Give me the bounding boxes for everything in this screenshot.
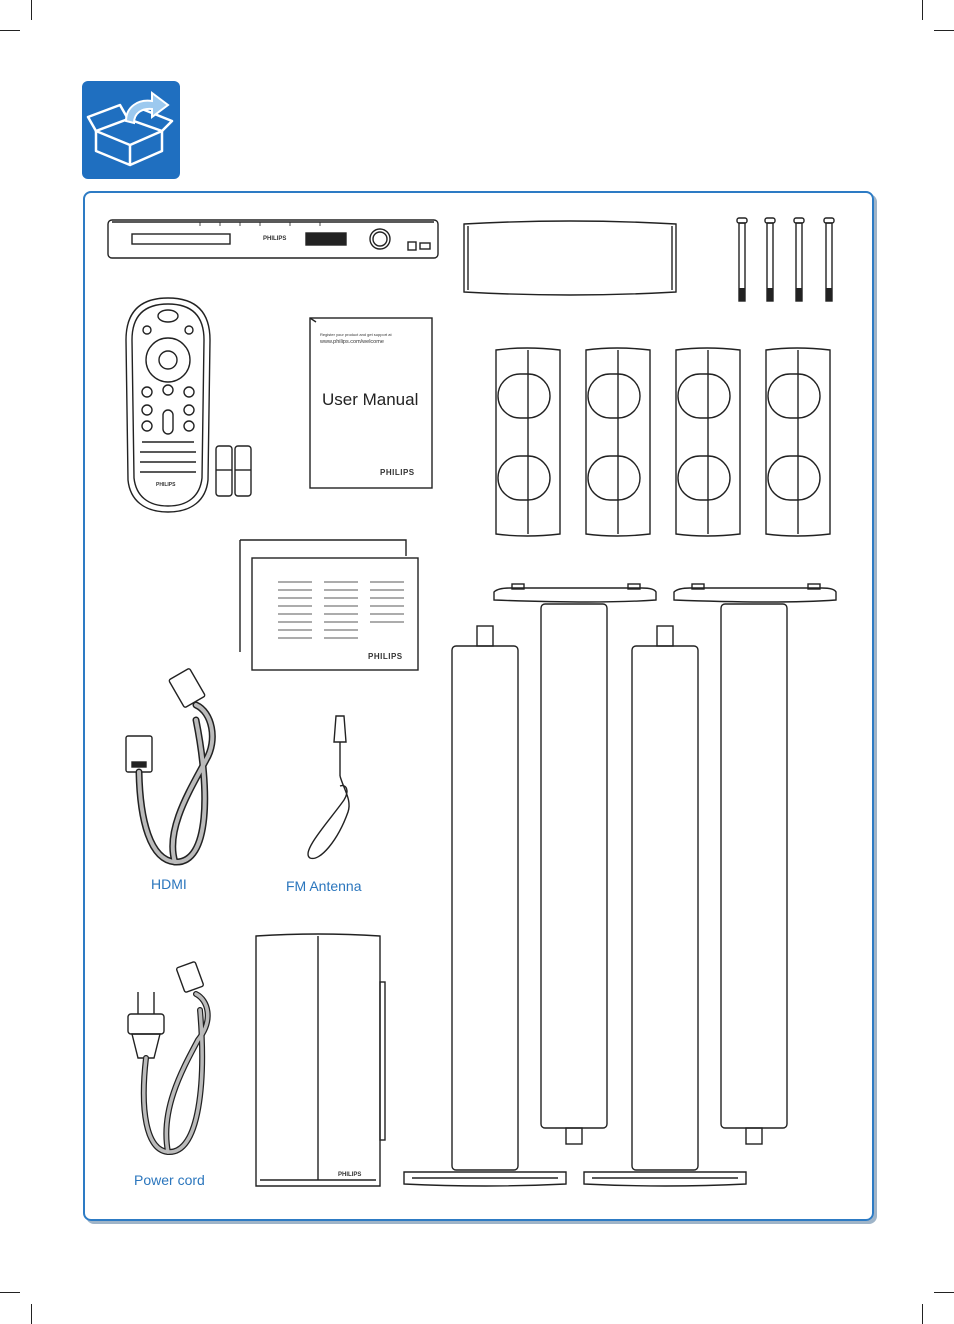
subwoofer-brand: PHILIPS	[338, 1172, 362, 1178]
remote-brand: PHILIPS	[156, 482, 176, 488]
manual-small-text: Register your product and get support at	[320, 332, 392, 337]
stand-bases-bottom-drawing	[404, 1172, 746, 1186]
manual-brand: PHILIPS	[380, 468, 415, 477]
stand-poles-drawing	[452, 604, 787, 1170]
fm-antenna-drawing	[308, 716, 349, 858]
power-cord-drawing	[128, 961, 208, 1152]
leaflet-brand: PHILIPS	[368, 652, 403, 661]
remote-control-drawing	[126, 298, 210, 512]
satellite-speakers-drawing	[496, 348, 830, 536]
manual-url: www.philips.com/welcome	[320, 339, 384, 345]
manual-title: User Manual	[322, 390, 419, 409]
main-unit-brand: PHILIPS	[263, 236, 287, 242]
fm-antenna-label: FM Antenna	[286, 878, 362, 894]
hdmi-cable-drawing	[126, 668, 212, 862]
batteries-drawing	[216, 446, 251, 496]
screws-drawing	[737, 218, 834, 301]
power-cord-label: Power cord	[134, 1172, 205, 1188]
hdmi-label: HDMI	[151, 876, 187, 892]
quick-start-leaflet-drawing	[240, 540, 418, 670]
stand-bases-top-drawing	[494, 584, 836, 602]
subwoofer-drawing	[256, 934, 385, 1186]
center-speaker-drawing	[464, 221, 676, 295]
